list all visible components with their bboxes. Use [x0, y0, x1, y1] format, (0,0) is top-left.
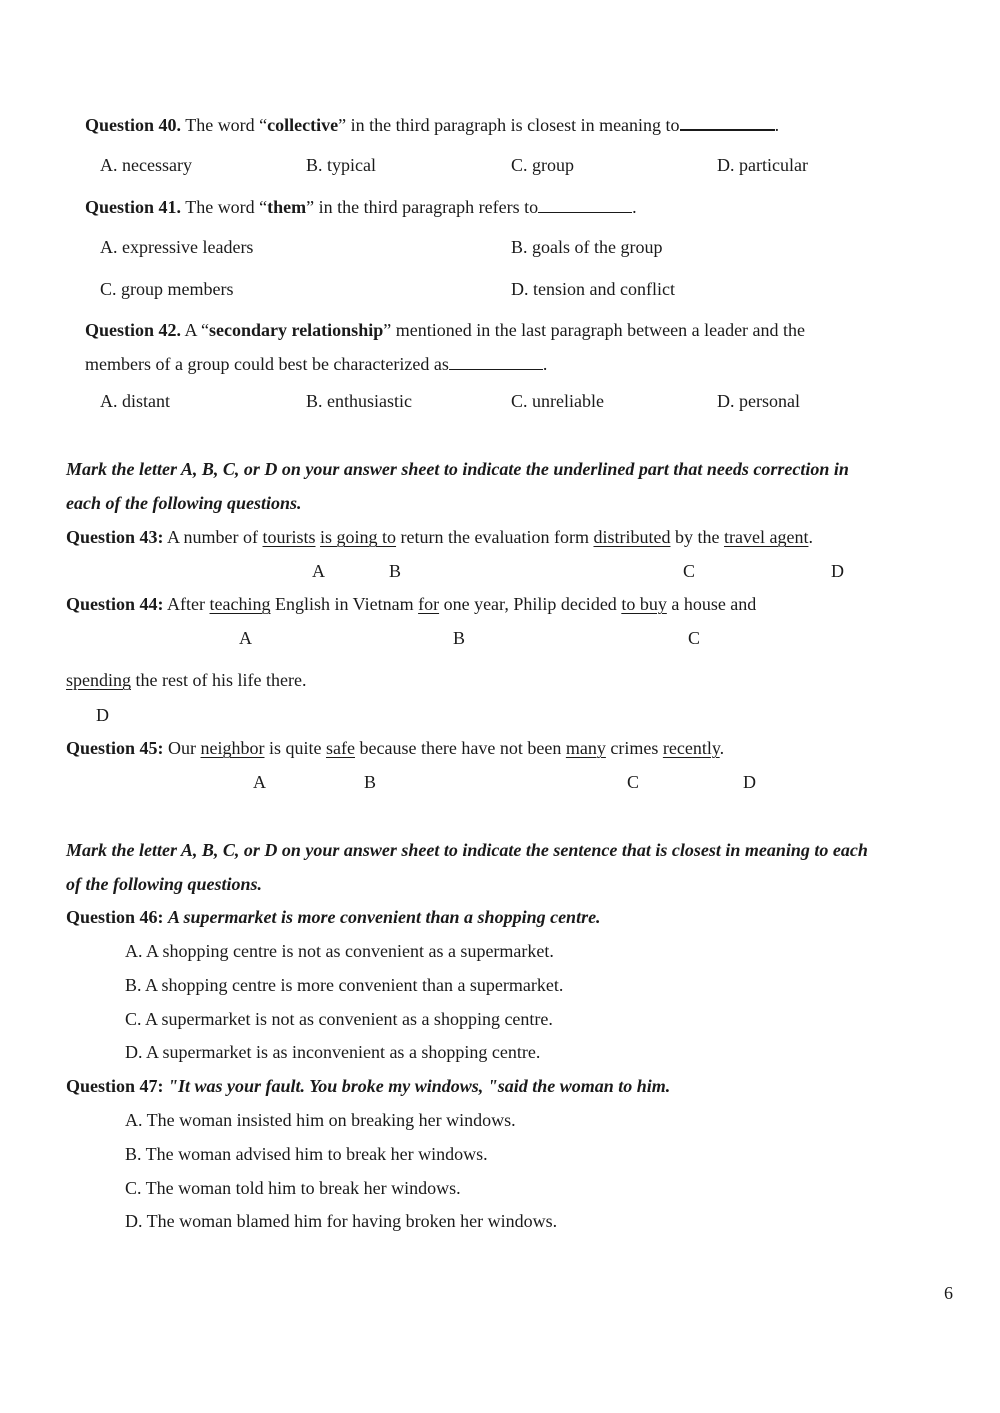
question-41-stem: Question 41. The word “them” in the third paragraph refers to .: [85, 197, 637, 217]
prompt-sentence: A supermarket is more convenient than a shopping centre.: [168, 907, 601, 927]
q42-option-c: C. unreliable: [511, 391, 604, 411]
q40-option-b: B. typical: [306, 155, 376, 175]
underlined-part-c: distributed: [593, 527, 671, 547]
question-label: Question 42.: [85, 320, 182, 340]
section-instruction-error: Mark the letter A, B, C, or D on your answer sheet to indicate the underlined part that needs correction in: [66, 459, 849, 479]
q44-letter-c: C: [688, 628, 701, 648]
question-label: Question 40.: [85, 115, 182, 135]
q46-option-a: A. A shopping centre is not as convenient as a supermarket.: [125, 941, 554, 961]
question-40-stem: Question 40. The word “collective” in the third paragraph is closest in meaning to .: [85, 115, 780, 135]
question-47-prompt: [66, 1077, 670, 1095]
q47-option-c: C. The woman told him to break her windows.: [125, 1178, 461, 1198]
question-label: Question 47:: [66, 1076, 164, 1096]
question-43-sentence: Question 43: A number of tourists is going to return the evaluation form distributed by the travel agent.: [66, 527, 813, 547]
question-42-stem-line2: members of a group could best be characterized as .: [85, 354, 548, 374]
underlined-part-a: teaching: [209, 594, 271, 614]
q45-letter-b: B: [364, 772, 377, 792]
answer-blank: [538, 198, 632, 213]
question-45-sentence: Question 45: Our neighbor is quite safe because there have not been many crimes recently.: [66, 738, 725, 758]
question-label: Question 41.: [85, 197, 182, 217]
question-label: Question 45:: [66, 738, 164, 758]
question-46-prompt: [66, 908, 601, 926]
q41-option-a: A. expressive leaders: [100, 237, 254, 257]
q42-option-d: D. personal: [717, 391, 800, 411]
q46-option-b: B. A shopping centre is more convenient than a supermarket.: [125, 975, 564, 995]
q42-option-b: B. enthusiastic: [306, 391, 412, 411]
question-44-sentence: Question 44: After teaching English in Vietnam for one year, Philip decided to buy a house and: [66, 594, 757, 614]
keyword: collective: [267, 115, 339, 135]
underlined-part-d: travel agent: [723, 527, 809, 547]
q47-option-a: A. The woman insisted him on breaking her windows.: [125, 1110, 516, 1130]
q46-option-c: C. A supermarket is not as convenient as a shopping centre.: [125, 1009, 553, 1029]
prompt-sentence: "It was your fault. You broke my windows, "said the woman to him.: [168, 1076, 671, 1096]
q44-letter-d: D: [96, 705, 109, 725]
answer-blank: [680, 115, 775, 131]
question-label: Question 46:: [66, 907, 164, 927]
q41-option-b: B. goals of the group: [511, 237, 663, 257]
keyword: secondary relationship: [209, 320, 384, 340]
q43-letter-d: D: [831, 561, 844, 581]
question-44-sentence-line2: spending the rest of his life there.: [66, 670, 307, 690]
q47-option-d: D. The woman blamed him for having broken her windows.: [125, 1211, 558, 1231]
q41-option-c: C. group members: [100, 279, 234, 299]
q44-letter-b: B: [453, 628, 466, 648]
underlined-part-b: is going to: [320, 527, 397, 547]
section-instruction-meaning: Mark the letter A, B, C, or D on your answer sheet to indicate the sentence that is closest in meaning to each: [66, 840, 868, 860]
q43-letter-c: C: [683, 561, 696, 581]
answer-blank: [449, 355, 543, 370]
question-label: Question 44:: [66, 594, 164, 614]
page-number: 6: [944, 1283, 953, 1303]
q45-letter-c: C: [627, 772, 640, 792]
underlined-part-c: many: [565, 738, 606, 758]
q41-option-d: D. tension and conflict: [511, 279, 675, 299]
underlined-part-b: safe: [326, 738, 355, 758]
underlined-part-a: neighbor: [200, 738, 265, 758]
q43-letter-b: B: [389, 561, 402, 581]
keyword: them: [267, 197, 307, 217]
q43-letter-a: A: [312, 561, 325, 581]
underlined-part-a: tourists: [262, 527, 316, 547]
underlined-part-d: recently: [662, 738, 720, 758]
q45-letter-a: A: [253, 772, 266, 792]
q44-letter-a: A: [239, 628, 252, 648]
q40-option-c: C. group: [511, 155, 574, 175]
q45-letter-d: D: [743, 772, 756, 792]
section-instruction-error-line2: each of the following questions.: [66, 493, 302, 513]
q47-option-b: B. The woman advised him to break her windows.: [125, 1144, 488, 1164]
question-42-stem: Question 42. A “secondary relationship” mentioned in the last paragraph between a leader and the: [85, 320, 806, 340]
q46-option-d: D. A supermarket is as inconvenient as a shopping centre.: [125, 1042, 541, 1062]
question-label: Question 43:: [66, 527, 164, 547]
underlined-part-c: to buy: [621, 594, 667, 614]
q42-option-a: A. distant: [100, 391, 170, 411]
q40-option-d: D. particular: [717, 155, 808, 175]
underlined-part-d: spending: [66, 670, 131, 690]
underlined-part-b: for: [418, 594, 440, 614]
section-instruction-meaning-line2: of the following questions.: [66, 874, 263, 894]
q40-option-a: A. necessary: [100, 155, 192, 175]
